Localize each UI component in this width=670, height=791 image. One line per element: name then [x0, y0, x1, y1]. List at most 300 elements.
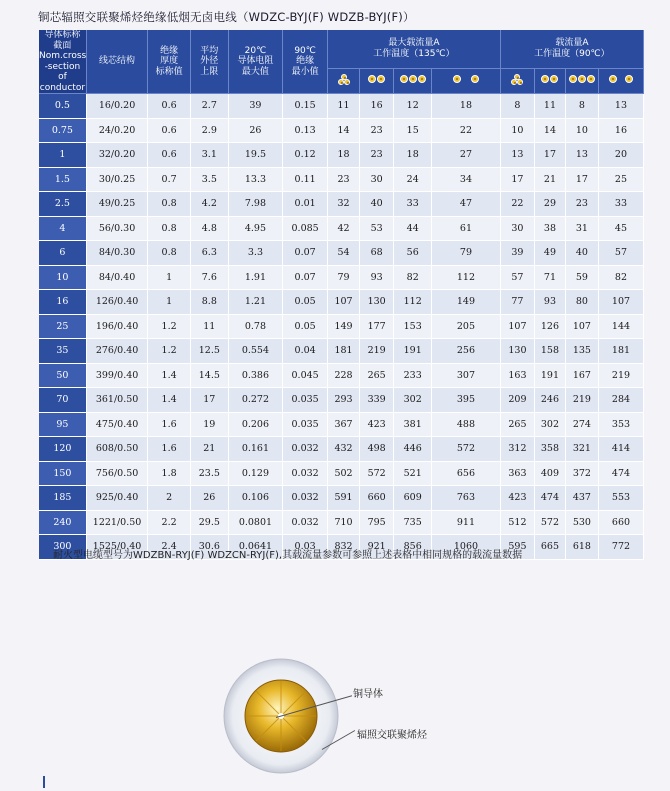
table-cell: 24 [394, 167, 432, 192]
table-cell: 302 [394, 388, 432, 413]
table-cell: 135 [565, 339, 598, 364]
table-cell: 0.12 [283, 143, 328, 168]
table-cell: 32/0.20 [86, 143, 148, 168]
table-cell: 107 [565, 314, 598, 339]
page-margin-mark [43, 776, 45, 788]
table-cell: 521 [394, 461, 432, 486]
table-cell: 572 [535, 510, 566, 535]
table-cell: 0.6 [148, 118, 191, 143]
table-cell: 0.035 [283, 412, 328, 437]
table-cell: 70 [39, 388, 86, 413]
table-cell: 0.07 [283, 241, 328, 266]
table-cell: 4.8 [190, 216, 228, 241]
table-cell: 144 [598, 314, 643, 339]
table-cell: 18 [328, 143, 360, 168]
table-cell: 12 [394, 94, 432, 119]
table-cell: 44 [394, 216, 432, 241]
table-cell: 112 [394, 290, 432, 315]
table-cell: 502 [328, 461, 360, 486]
table-cell: 8 [565, 94, 598, 119]
table-cell: 293 [328, 388, 360, 413]
table-cell: 240 [39, 510, 86, 535]
table-cell: 1525/0.40 [86, 535, 148, 560]
table-cell: 228 [328, 363, 360, 388]
table-cell: 21 [535, 167, 566, 192]
table-cell: 177 [360, 314, 394, 339]
table-cell: 3.3 [228, 241, 282, 266]
table-cell: 181 [598, 339, 643, 364]
table-cell: 0.032 [283, 510, 328, 535]
table-row [39, 437, 644, 462]
table-cell: 474 [535, 486, 566, 511]
table-row [39, 412, 644, 437]
table-cell: 191 [535, 363, 566, 388]
table-cell: 0.04 [283, 339, 328, 364]
table-cell: 1.2 [148, 339, 191, 364]
table-row [39, 486, 644, 511]
table-cell: 130 [500, 339, 534, 364]
copper-conductor-label: 铜导体 [353, 689, 383, 700]
table-cell: 14.5 [190, 363, 228, 388]
table-cell: 107 [500, 314, 534, 339]
table-cell: 35 [39, 339, 86, 364]
table-cell: 756/0.50 [86, 461, 148, 486]
table-cell: 56/0.30 [86, 216, 148, 241]
table-cell: 22 [432, 118, 501, 143]
table-cell: 32 [328, 192, 360, 217]
table-cell: 27 [432, 143, 501, 168]
table-cell: 205 [432, 314, 501, 339]
table-cell: 38 [535, 216, 566, 241]
table-cell: 609 [394, 486, 432, 511]
table-cell: 95 [39, 412, 86, 437]
table-cell: 167 [565, 363, 598, 388]
table-cell: 488 [432, 412, 501, 437]
table-row [39, 388, 644, 413]
table-cell: 423 [360, 412, 394, 437]
table-cell: 149 [328, 314, 360, 339]
table-cell: 0.13 [283, 118, 328, 143]
table-cell: 0.386 [228, 363, 282, 388]
table-cell: 1060 [432, 535, 501, 560]
table-cell: 10 [500, 118, 534, 143]
table-cell: 763 [432, 486, 501, 511]
table-cell: 57 [500, 265, 534, 290]
header-nom-cross: 导体标称 截面 Nom.cross -section of conductor [39, 30, 87, 93]
table-row [39, 241, 644, 266]
table-cell: 79 [328, 265, 360, 290]
table-cell: 54 [328, 241, 360, 266]
table-row [39, 461, 644, 486]
table-cell: 10 [565, 118, 598, 143]
table-cell: 4.2 [190, 192, 228, 217]
fire-resistant-note: 耐火型电缆型号为WDZBN-RYJ(F) WDZCN-RYJ(F),其载流量参数可参照上述表格中相同规格的载流量数据 [53, 550, 523, 561]
table-cell: 126 [535, 314, 566, 339]
table-cell: 23 [328, 167, 360, 192]
table-cell: 921 [360, 535, 394, 560]
table-cell: 153 [394, 314, 432, 339]
table-cell: 23 [360, 143, 394, 168]
table-cell: 0.05 [283, 314, 328, 339]
table-cell: 274 [565, 412, 598, 437]
table-cell: 13 [565, 143, 598, 168]
table-cell: 553 [598, 486, 643, 511]
table-row [39, 339, 644, 364]
table-cell: 181 [328, 339, 360, 364]
table-cell: 149 [432, 290, 501, 315]
table-cell: 219 [565, 388, 598, 413]
table-cell: 59 [565, 265, 598, 290]
table-cell: 0.0641 [228, 535, 282, 560]
table-cell: 15 [394, 118, 432, 143]
table-cell: 381 [394, 412, 432, 437]
table-cell: 832 [328, 535, 360, 560]
table-cell: 710 [328, 510, 360, 535]
table-cell: 246 [535, 388, 566, 413]
table-row [39, 94, 644, 119]
table-row [39, 192, 644, 217]
table-cell: 49/0.25 [86, 192, 148, 217]
table-cell: 57 [598, 241, 643, 266]
table-cell: 475/0.40 [86, 412, 148, 437]
table-cell: 0.554 [228, 339, 282, 364]
table-cell: 16 [39, 290, 86, 315]
table-row [39, 314, 644, 339]
spaced-core-icon [432, 68, 501, 93]
table-cell: 265 [360, 363, 394, 388]
table-cell: 49 [535, 241, 566, 266]
table-cell: 42 [328, 216, 360, 241]
table-cell: 856 [394, 535, 432, 560]
table-cell: 665 [535, 535, 566, 560]
table-cell: 0.0801 [228, 510, 282, 535]
table-cell: 79 [432, 241, 501, 266]
table-cell: 163 [500, 363, 534, 388]
table-cell: 17 [535, 143, 566, 168]
table-cell: 130 [360, 290, 394, 315]
three-core-icon [394, 68, 432, 93]
table-cell: 22 [500, 192, 534, 217]
table-cell: 4 [39, 216, 86, 241]
header-insulation-resistance: 90℃ 绝缘 最小值 [283, 30, 328, 94]
table-cell: 30 [500, 216, 534, 241]
table-cell: 23.5 [190, 461, 228, 486]
table-cell: 795 [360, 510, 394, 535]
table-cell: 21 [190, 437, 228, 462]
table-cell: 84/0.30 [86, 241, 148, 266]
table-cell: 660 [360, 486, 394, 511]
table-cell: 18 [394, 143, 432, 168]
table-cell: 219 [598, 363, 643, 388]
table-cell: 1 [39, 143, 86, 168]
table-cell: 0.085 [283, 216, 328, 241]
table-cell: 572 [360, 461, 394, 486]
table-cell: 0.6 [148, 94, 191, 119]
table-cell: 911 [432, 510, 501, 535]
table-cell: 45 [598, 216, 643, 241]
table-cell: 2.4 [148, 535, 191, 560]
table-cell: 925/0.40 [86, 486, 148, 511]
table-cell: 0.8 [148, 241, 191, 266]
table-cell: 77 [500, 290, 534, 315]
table-cell: 71 [535, 265, 566, 290]
table-cell: 185 [39, 486, 86, 511]
table-cell: 572 [432, 437, 501, 462]
table-cell: 84/0.40 [86, 265, 148, 290]
table-cell: 40 [360, 192, 394, 217]
table-cell: 7.6 [190, 265, 228, 290]
table-cell: 0.6 [148, 143, 191, 168]
table-cell: 191 [394, 339, 432, 364]
table-cell: 358 [535, 437, 566, 462]
table-cell: 307 [432, 363, 501, 388]
table-cell: 1.6 [148, 437, 191, 462]
table-cell: 16/0.20 [86, 94, 148, 119]
single-core-pair-icon [360, 68, 394, 93]
table-cell: 0.045 [283, 363, 328, 388]
table-cell: 17 [190, 388, 228, 413]
table-cell: 13 [500, 143, 534, 168]
header-insulation: 绝缘 厚度 标称值 [148, 30, 191, 94]
table-cell: 339 [360, 388, 394, 413]
table-cell: 31 [565, 216, 598, 241]
table-cell: 0.03 [283, 535, 328, 560]
table-cell: 11 [328, 94, 360, 119]
table-cell: 47 [432, 192, 501, 217]
table-cell: 2 [148, 486, 191, 511]
table-cell: 0.035 [283, 388, 328, 413]
table-cell: 735 [394, 510, 432, 535]
table-cell: 1.4 [148, 363, 191, 388]
table-cell: 0.07 [283, 265, 328, 290]
table-cell: 4.95 [228, 216, 282, 241]
table-cell: 8 [500, 94, 534, 119]
table-cell: 126/0.40 [86, 290, 148, 315]
table-cell: 2.5 [39, 192, 86, 217]
table-cell: 512 [500, 510, 534, 535]
table-cell: 11 [190, 314, 228, 339]
table-cell: 0.032 [283, 437, 328, 462]
cable-spec-table [39, 30, 644, 560]
table-cell: 1.5 [39, 167, 86, 192]
table-cell: 423 [500, 486, 534, 511]
table-cell: 361/0.50 [86, 388, 148, 413]
trefoil-core-icon [500, 68, 534, 93]
header-outer-diameter: 平均 外径 上限 [190, 30, 228, 94]
table-cell: 772 [598, 535, 643, 560]
table-cell: 265 [500, 412, 534, 437]
table-cell: 34 [432, 167, 501, 192]
table-cell: 591 [328, 486, 360, 511]
table-cell: 372 [565, 461, 598, 486]
table-cell: 0.5 [39, 94, 86, 119]
table-cell: 68 [360, 241, 394, 266]
table-cell: 30/0.25 [86, 167, 148, 192]
table-cell: 209 [500, 388, 534, 413]
table-cell: 25 [598, 167, 643, 192]
table-cell: 23 [360, 118, 394, 143]
table-cell: 0.272 [228, 388, 282, 413]
table-cell: 414 [598, 437, 643, 462]
table-cell: 61 [432, 216, 501, 241]
table-cell: 300 [39, 535, 86, 560]
table-cell: 276/0.40 [86, 339, 148, 364]
page-title: 铜芯辐照交联聚烯烃绝缘低烟无卤电线（WDZC-BYJ(F) WDZB-BYJ(F)） [38, 10, 415, 24]
table-row [39, 216, 644, 241]
table-row [39, 167, 644, 192]
table-cell: 107 [598, 290, 643, 315]
table-cell: 14 [328, 118, 360, 143]
table-cell: 0.106 [228, 486, 282, 511]
table-cell: 0.032 [283, 461, 328, 486]
table-cell: 395 [432, 388, 501, 413]
single-core-pair-icon [535, 68, 566, 93]
table-cell: 1.2 [148, 314, 191, 339]
table-cell: 18 [432, 94, 501, 119]
table-cell: 93 [535, 290, 566, 315]
table-cell: 0.15 [283, 94, 328, 119]
table-cell: 1 [148, 290, 191, 315]
header-resistance: 20℃ 导体电阻 最大值 [228, 30, 282, 94]
table-cell: 1.8 [148, 461, 191, 486]
table-cell: 1.91 [228, 265, 282, 290]
table-cell: 158 [535, 339, 566, 364]
table-cell: 2.2 [148, 510, 191, 535]
table-cell: 256 [432, 339, 501, 364]
table-cell: 17 [565, 167, 598, 192]
table-cell: 0.11 [283, 167, 328, 192]
table-cell: 17 [500, 167, 534, 192]
table-cell: 409 [535, 461, 566, 486]
table-cell: 82 [598, 265, 643, 290]
table-cell: 284 [598, 388, 643, 413]
table-cell: 530 [565, 510, 598, 535]
table-cell: 25 [39, 314, 86, 339]
table-cell: 219 [360, 339, 394, 364]
table-cell: 82 [394, 265, 432, 290]
table-cell: 19.5 [228, 143, 282, 168]
table-cell: 53 [360, 216, 394, 241]
table-cell: 33 [394, 192, 432, 217]
table-cell: 0.01 [283, 192, 328, 217]
header-group-135: 最大载流量A 工作温度（135℃） [328, 30, 501, 68]
table-cell: 6 [39, 241, 86, 266]
table-cell: 56 [394, 241, 432, 266]
table-cell: 0.032 [283, 486, 328, 511]
table-row [39, 363, 644, 388]
table-cell: 19 [190, 412, 228, 437]
table-cell: 302 [535, 412, 566, 437]
table-cell: 1.4 [148, 388, 191, 413]
table-cell: 30 [360, 167, 394, 192]
table-cell: 7.98 [228, 192, 282, 217]
table-cell: 432 [328, 437, 360, 462]
table-cell: 93 [360, 265, 394, 290]
table-cell: 1 [148, 265, 191, 290]
three-core-icon [565, 68, 598, 93]
table-cell: 26 [228, 118, 282, 143]
table-cell: 107 [328, 290, 360, 315]
table-cell: 321 [565, 437, 598, 462]
table-cell: 26 [190, 486, 228, 511]
table-row [39, 510, 644, 535]
table-cell: 399/0.40 [86, 363, 148, 388]
table-cell: 353 [598, 412, 643, 437]
table-cell: 24/0.20 [86, 118, 148, 143]
table-cell: 80 [565, 290, 598, 315]
table-cell: 0.206 [228, 412, 282, 437]
table-cell: 660 [598, 510, 643, 535]
table-row [39, 118, 644, 143]
table-cell: 0.161 [228, 437, 282, 462]
table-cell: 3.1 [190, 143, 228, 168]
table-row [39, 290, 644, 315]
table-cell: 1221/0.50 [86, 510, 148, 535]
table-cell: 120 [39, 437, 86, 462]
twin-core-icon [328, 68, 360, 93]
table-cell: 112 [432, 265, 501, 290]
table-cell: 12.5 [190, 339, 228, 364]
table-cell: 367 [328, 412, 360, 437]
table-cell: 437 [565, 486, 598, 511]
table-cell: 498 [360, 437, 394, 462]
table-cell: 29 [535, 192, 566, 217]
table-cell: 40 [565, 241, 598, 266]
table-cell: 3.5 [190, 167, 228, 192]
table-cell: 312 [500, 437, 534, 462]
table-cell: 656 [432, 461, 501, 486]
table-cell: 0.78 [228, 314, 282, 339]
table-cell: 29.5 [190, 510, 228, 535]
table-cell: 196/0.40 [86, 314, 148, 339]
spaced-core-icon [598, 68, 643, 93]
table-cell: 618 [565, 535, 598, 560]
table-body [39, 94, 644, 560]
header-structure: 线芯结构 [86, 30, 148, 94]
table-cell: 2.9 [190, 118, 228, 143]
table-row [39, 265, 644, 290]
table-cell: 474 [598, 461, 643, 486]
table-cell: 0.7 [148, 167, 191, 192]
table-row [39, 143, 644, 168]
header-group-90: 载流量A 工作温度（90℃） [500, 30, 643, 68]
table-cell: 16 [360, 94, 394, 119]
table-cell: 446 [394, 437, 432, 462]
table-cell: 8.8 [190, 290, 228, 315]
table-cell: 20 [598, 143, 643, 168]
table-cell: 33 [598, 192, 643, 217]
table-cell: 30.6 [190, 535, 228, 560]
table-cell: 363 [500, 461, 534, 486]
table-cell: 11 [535, 94, 566, 119]
table-cell: 0.129 [228, 461, 282, 486]
table-cell: 16 [598, 118, 643, 143]
table-cell: 14 [535, 118, 566, 143]
table-cell: 10 [39, 265, 86, 290]
table-cell: 0.05 [283, 290, 328, 315]
table-cell: 39 [500, 241, 534, 266]
table-cell: 150 [39, 461, 86, 486]
table-cell: 6.3 [190, 241, 228, 266]
insulation-label: 辐照交联聚烯烃 [357, 730, 427, 741]
table-cell: 23 [565, 192, 598, 217]
table-cell: 1.21 [228, 290, 282, 315]
table-cell: 50 [39, 363, 86, 388]
table-cell: 0.8 [148, 192, 191, 217]
table-cell: 13.3 [228, 167, 282, 192]
table-cell: 39 [228, 94, 282, 119]
table-cell: 0.75 [39, 118, 86, 143]
